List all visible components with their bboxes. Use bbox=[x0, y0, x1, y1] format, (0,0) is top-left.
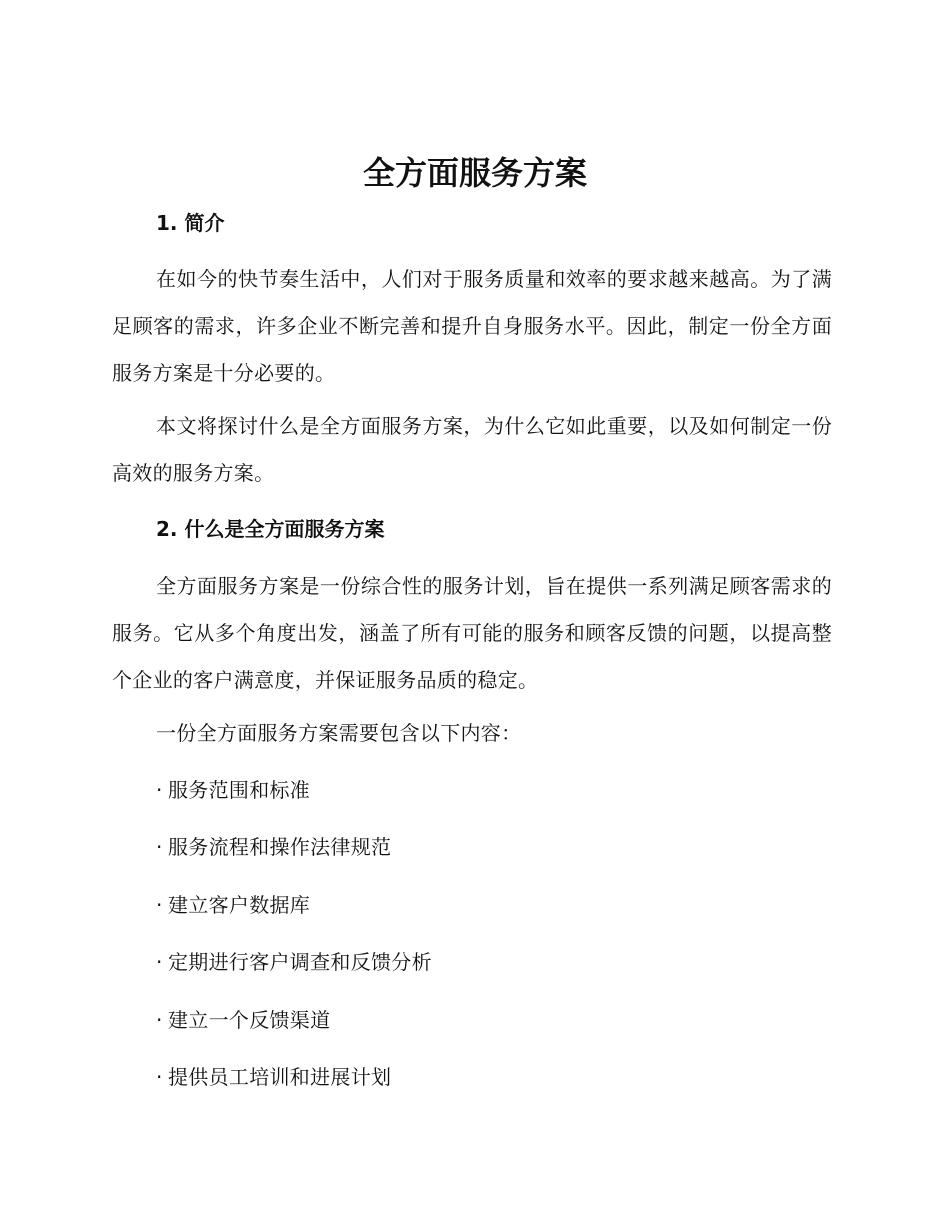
list-item bbox=[156, 833, 391, 861]
bullet-marker: · bbox=[156, 778, 163, 802]
list-item-text: 提供员工培训和进展计划 bbox=[168, 1065, 392, 1089]
list-item bbox=[156, 1063, 391, 1091]
paragraph: 本文将探讨什么是全方面服务方案，为什么它如此重要，以及如何制定一份高效的服务方案。 bbox=[112, 414, 832, 485]
list-item-text: 服务流程和操作法律规范 bbox=[168, 835, 392, 859]
list-item-text: 定期进行客户调查和反馈分析 bbox=[168, 950, 432, 974]
list-item-text: 建立一个反馈渠道 bbox=[168, 1008, 331, 1032]
bullet-marker: · bbox=[156, 1065, 163, 1089]
list-item bbox=[156, 891, 310, 919]
list-item-text: 服务范围和标准 bbox=[168, 778, 311, 802]
list-item bbox=[156, 948, 432, 976]
paragraph: 一份全方面服务方案需要包含以下内容： bbox=[156, 721, 522, 745]
paragraph: 全方面服务方案是一份综合性的服务计划，旨在提供一系列满足顾客需求的服务。它从多个角度出发，涵盖了所有可能的服务和顾客反馈的问题，以提高整个企业的客户满意度，并保证服务品质的稳定。 bbox=[112, 574, 832, 692]
paragraph: 在如今的快节奏生活中，人们对于服务质量和效率的要求越来越高。为了满足顾客的需求，许多企业不断完善和提升自身服务水平。因此，制定一份全方面服务方案是十分必要的。 bbox=[112, 267, 832, 385]
document-title: 全方面服务方案 bbox=[362, 154, 587, 192]
section-heading-what-is: 2. 什么是全方面服务方案 bbox=[156, 517, 385, 541]
bullet-marker: · bbox=[156, 835, 163, 859]
list-item bbox=[156, 776, 310, 804]
list-item bbox=[156, 1006, 330, 1034]
section-heading-introduction: 1. 简介 bbox=[156, 211, 225, 235]
list-item-text: 建立客户数据库 bbox=[168, 893, 311, 917]
bullet-marker: · bbox=[156, 950, 163, 974]
bullet-marker: · bbox=[156, 893, 163, 917]
bullet-marker: · bbox=[156, 1008, 163, 1032]
